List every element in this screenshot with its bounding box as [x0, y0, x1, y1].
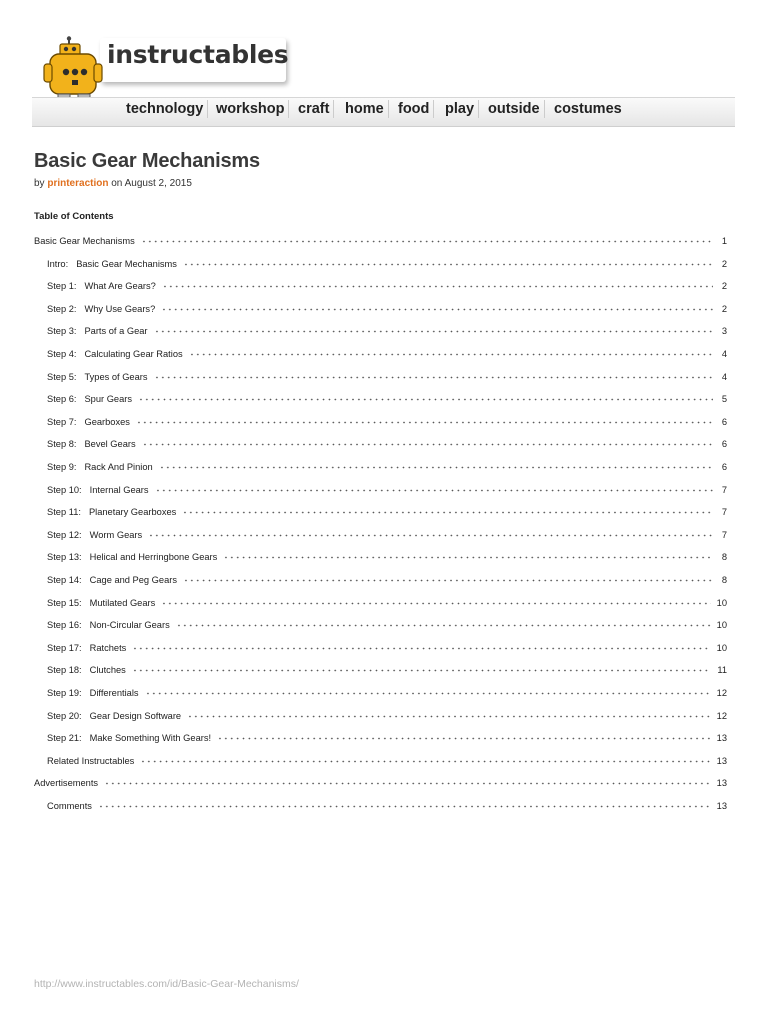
toc-entry-title: Gear Design Software [89, 710, 182, 721]
toc-step-number: Step 14: [47, 575, 82, 585]
toc-entry-label [47, 552, 217, 562]
toc-entry-label [47, 733, 211, 743]
toc-entry[interactable] [47, 368, 727, 382]
nav-food[interactable]: food [398, 100, 434, 118]
toc-entry-title: Helical and Herringbone Gears [89, 552, 218, 563]
toc-page-number: 6 [721, 416, 727, 427]
toc-entry-title: Ratchets [89, 642, 127, 653]
article-title: Basic Gear Mechanisms [34, 150, 260, 172]
toc-dot-leader [183, 579, 713, 582]
toc-page-number: 3 [721, 326, 727, 337]
toc-dot-leader [183, 263, 713, 266]
toc-entry[interactable] [47, 458, 727, 472]
toc-entry-label [47, 711, 181, 721]
toc-entry-title: Make Something With Gears! [89, 733, 212, 744]
toc-page-number: 13 [716, 733, 727, 744]
toc-step-number: Step 10: [47, 484, 82, 495]
toc-dot-leader [189, 353, 713, 356]
toc-step-number: Step 12: [47, 529, 82, 540]
toc-page-number: 7 [721, 529, 727, 540]
byline-prefix: by [34, 178, 45, 189]
nav-outside[interactable]: outside [488, 100, 545, 118]
footer-url[interactable]: http://www.instructables.com/id/Basic-Gear-Mechanisms/ [34, 978, 299, 990]
toc-entry[interactable] [47, 594, 727, 608]
toc-dot-leader [136, 421, 713, 424]
toc-entry-title: Worm Gears [89, 529, 143, 540]
toc-page-number: 10 [716, 642, 727, 653]
toc-dot-leader [155, 489, 713, 492]
toc-step-number: Step 13: [47, 552, 82, 563]
toc-entry[interactable] [47, 300, 727, 314]
toc-step-number: Step 4: [47, 349, 77, 359]
toc-entry-label [34, 778, 98, 788]
toc-entry-title: Internal Gears [89, 484, 149, 495]
toc-entry-label [34, 236, 135, 246]
toc-page-number: 8 [721, 552, 727, 563]
toc-entry[interactable] [47, 797, 727, 811]
toc-step-number: Step 19: [47, 688, 82, 698]
toc-dot-leader [141, 240, 713, 243]
toc-step-number: Step 6: [47, 394, 77, 405]
toc-dot-leader [217, 737, 711, 740]
nav-play[interactable]: play [445, 100, 479, 118]
toc-page-number: 8 [721, 575, 727, 585]
toc-entry-label [47, 530, 142, 540]
byline [34, 178, 192, 189]
toc-page-number: 10 [716, 620, 727, 631]
toc-page-number: 2 [721, 303, 727, 314]
toc-step-number: Step 2: [47, 303, 77, 314]
toc-entry-title: Bevel Gears [84, 439, 136, 450]
toc-entry-label [47, 304, 155, 314]
toc-dot-leader [154, 376, 713, 379]
publish-date: on August 2, 2015 [111, 178, 192, 189]
toc-step-number: Step 9: [47, 462, 77, 472]
toc-entry-title: Parts of a Gear [84, 326, 148, 337]
toc-dot-leader [145, 692, 711, 695]
toc-dot-leader [154, 330, 713, 333]
toc-entry-title: Advertisements [34, 778, 99, 789]
toc-entry[interactable] [47, 322, 727, 336]
toc-step-number: Step 5: [47, 371, 77, 382]
toc-dot-leader [132, 669, 712, 672]
toc-entry[interactable] [47, 481, 727, 495]
toc-dot-leader [142, 443, 713, 446]
toc-dot-leader [98, 805, 711, 808]
toc-entry[interactable] [47, 571, 727, 585]
toc-dot-leader [176, 624, 711, 627]
author-link[interactable]: printeraction [47, 178, 109, 189]
toc-page-number: 7 [721, 507, 727, 518]
nav-costumes[interactable]: costumes [554, 101, 622, 117]
toc-entry-label [47, 326, 148, 336]
toc-entry-label [47, 462, 153, 472]
toc-entry[interactable] [47, 616, 727, 630]
toc-page-number: 6 [721, 462, 727, 472]
site-logo-text[interactable]: instructables [107, 40, 289, 69]
toc-page-number: 5 [721, 394, 727, 405]
toc-step-number: Step 15: [47, 597, 82, 608]
toc-entry-label [47, 281, 156, 291]
toc-dot-leader [182, 511, 713, 514]
toc-entry-label [47, 372, 148, 382]
toc-entry-title: Rack And Pinion [84, 462, 153, 472]
toc-page-number: 4 [721, 349, 727, 359]
toc-entry-title: Related Instructables [47, 755, 135, 766]
site-header [0, 0, 768, 130]
toc-step-number: Step 16: [47, 620, 82, 631]
toc-entry-title: What Are Gears? [84, 281, 156, 292]
toc-entry-title: Calculating Gear Ratios [84, 349, 183, 359]
toc-page-number: 13 [716, 801, 727, 811]
toc-heading: Table of Contents [34, 211, 114, 222]
toc-entry[interactable] [47, 345, 727, 359]
nav-technology[interactable]: technology [126, 100, 208, 118]
toc-entry[interactable] [47, 639, 727, 653]
toc-entry[interactable] [34, 232, 727, 246]
toc-entry-label [47, 598, 155, 608]
toc-dot-leader [138, 398, 713, 401]
toc-dot-leader [159, 466, 713, 469]
toc-step-number: Step 1: [47, 281, 77, 292]
toc-dot-leader [162, 285, 713, 288]
toc-entry[interactable] [47, 684, 727, 698]
nav-craft[interactable]: craft [298, 100, 334, 118]
toc-dot-leader [187, 715, 711, 718]
toc-entry-label [47, 801, 92, 811]
toc-dot-leader [223, 556, 713, 559]
toc-entry-label [47, 643, 126, 653]
toc-entry-title: Non-Circular Gears [89, 620, 170, 631]
toc-step-number: Step 17: [47, 642, 82, 653]
toc-entry[interactable] [47, 390, 727, 404]
toc-entry-title: Basic Gear Mechanisms [34, 236, 135, 246]
toc-entry-label [47, 394, 132, 404]
toc-entry[interactable] [47, 503, 727, 517]
toc-entry[interactable] [47, 729, 727, 743]
toc-page-number: 6 [721, 439, 727, 450]
toc-page-number: 4 [721, 371, 727, 382]
toc-entry-label [47, 349, 183, 359]
toc-entry-title: Gearboxes [84, 416, 130, 427]
toc-dot-leader [161, 602, 710, 605]
nav-workshop[interactable]: workshop [216, 100, 289, 118]
toc-entry-label [47, 620, 170, 630]
toc-dot-leader [140, 760, 710, 763]
toc-entry-label [47, 575, 177, 585]
toc-step-number: Step 21: [47, 733, 82, 744]
toc-entry[interactable] [47, 548, 727, 562]
toc-entry-title: Planetary Gearboxes [88, 507, 177, 518]
toc-step-number: Intro: [47, 258, 69, 269]
toc-entry-label [47, 756, 134, 766]
toc-entry-title: Clutches [89, 665, 126, 676]
toc-entry-title: Mutilated Gears [89, 597, 156, 608]
toc-step-number: Step 8: [47, 439, 77, 450]
toc-entry-label [47, 485, 149, 495]
toc-page-number: 13 [716, 755, 727, 766]
toc-page-number: 13 [716, 778, 727, 789]
toc-entry-title: Cage and Peg Gears [89, 575, 177, 585]
toc-entry-title: Differentials [89, 688, 139, 698]
nav-home[interactable]: home [345, 100, 389, 118]
toc-entry-title: Types of Gears [84, 371, 148, 382]
toc-step-number: Step 11: [47, 507, 81, 518]
toc-step-number: Step 7: [47, 416, 77, 427]
toc-entry-label [47, 688, 139, 698]
toc-entry-label [47, 665, 126, 675]
toc-page-number: 11 [717, 665, 727, 676]
toc-entry-label [47, 439, 136, 449]
toc-entry[interactable] [47, 526, 727, 540]
toc-entry[interactable] [47, 707, 727, 721]
toc-dot-leader [104, 782, 711, 785]
toc-page-number: 10 [716, 597, 727, 608]
toc-entry[interactable] [47, 255, 727, 269]
toc-entry-title: Spur Gears [84, 394, 133, 405]
toc-page-number: 12 [716, 688, 727, 698]
toc-entry[interactable] [47, 661, 727, 675]
toc-entry[interactable] [47, 435, 727, 449]
toc-dot-leader [148, 534, 713, 537]
toc-step-number: Step 18: [47, 665, 82, 676]
toc-dot-leader [161, 308, 713, 311]
toc-entry[interactable] [47, 752, 727, 766]
toc-entry[interactable] [47, 277, 727, 291]
toc-dot-leader [132, 647, 710, 650]
toc-entry[interactable] [47, 413, 727, 427]
toc-entry-label [47, 259, 177, 269]
toc-entry-label [47, 507, 176, 517]
toc-entry[interactable] [34, 774, 727, 788]
toc-entry-label [47, 417, 130, 427]
toc-step-number: Step 20: [47, 710, 82, 721]
toc-entry-title: Basic Gear Mechanisms [76, 258, 177, 269]
toc-page-number: 1 [721, 236, 727, 246]
toc-page-number: 2 [721, 281, 727, 292]
toc-page-number: 7 [721, 484, 727, 495]
toc-page-number: 12 [716, 710, 727, 721]
toc-page-number: 2 [721, 258, 727, 269]
toc-entry-title: Comments [47, 801, 92, 811]
toc-entry-title: Why Use Gears? [84, 303, 156, 314]
toc-step-number: Step 3: [47, 326, 77, 337]
